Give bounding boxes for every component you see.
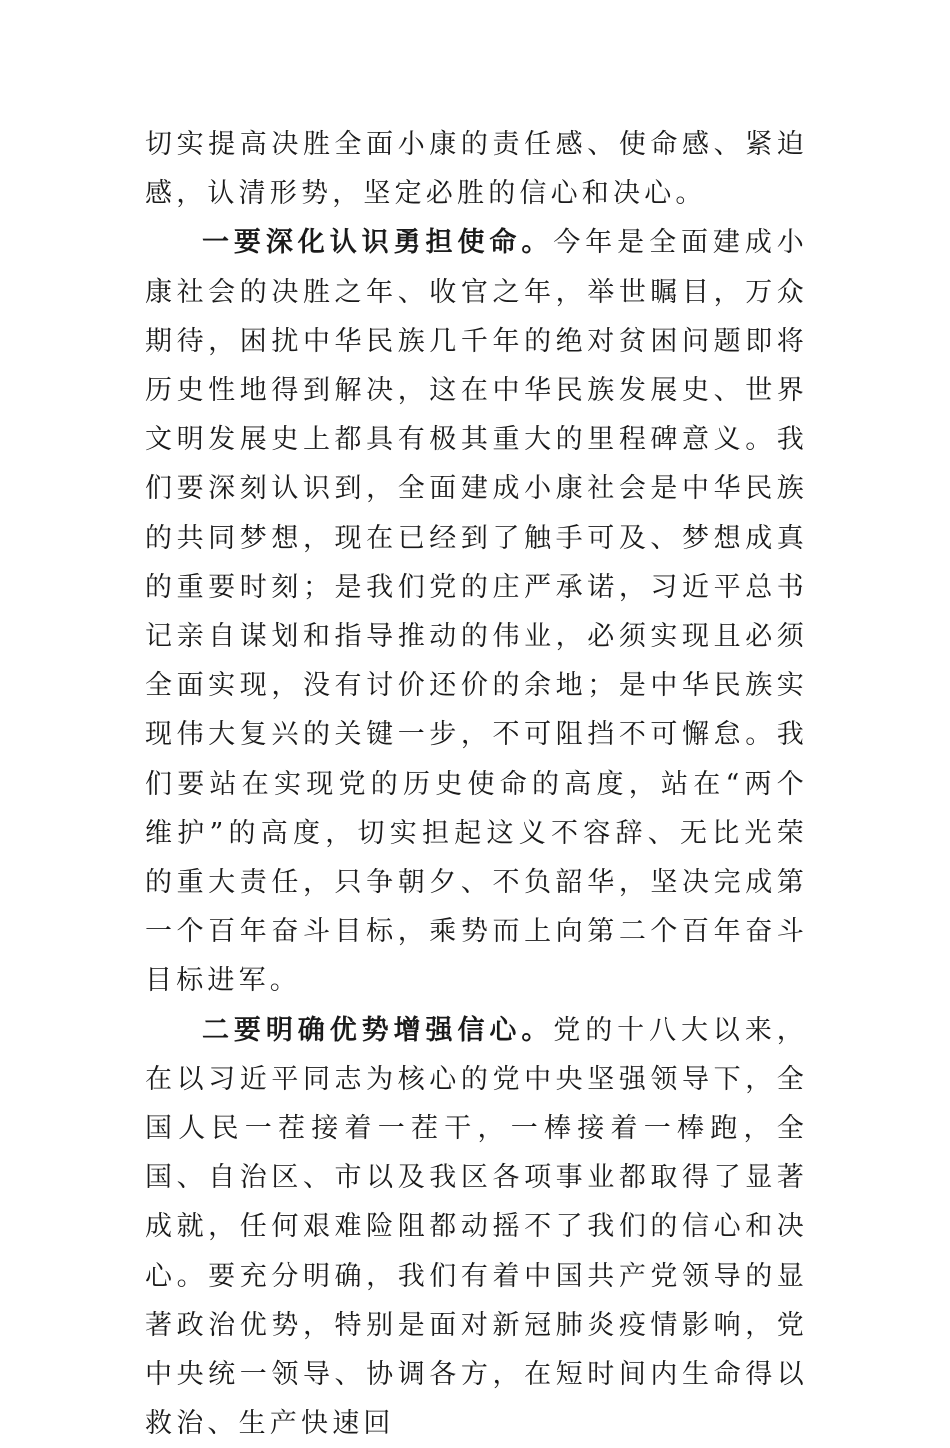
paragraph-text: 今年是全面建成小康社会的决胜之年、收官之年，举世瞩目，万众期待，困扰中华民族几千年的绝对贫困问题即将历史性地得到解决，这在中华民族发展史、世界文明发展史上都具有极其重大的里程碑意义。我们要深刻认识到，全面建成小康社会是中华民族的共同梦想，现在已经到了触手可及、梦想成真的重要时刻；是我们党的庄严承诺，习近平总书记亲自谋划和指导推动的伟业，必须实现且必须全面实现，没有讨价还价的余地；是中华民族实现伟大复兴的关键一步，不可阻挡不可懈怠。我们要站在实现党的历史使命的高度，站在“两个维护”的高度，切实担起这义不容辞、无比光荣的重大责任，只争朝夕、不负韶华，坚决完成第一个百年奋斗目标，乘势而上向第二个百年奋斗目标进军。 xyxy=(145,227,808,997)
document-body xyxy=(145,120,808,1448)
paragraph-lead-heading: 二要明确优势增强信心。 xyxy=(202,1014,554,1046)
paragraph-deepen-understanding xyxy=(145,218,808,1005)
paragraph-text: 切实提高决胜全面小康的责任感、使命感、紧迫感，认清形势，坚定必胜的信心和决心。 xyxy=(145,129,808,210)
paragraph-lead-heading: 一要深化认识勇担使命。 xyxy=(202,227,554,259)
paragraph-clarify-advantages xyxy=(145,1006,808,1448)
paragraph-text: 党的十八大以来，在以习近平同志为核心的党中央坚强领导下，全国人民一茬接着一茬干，一棒接着一棒跑，全国、自治区、市以及我区各项事业都取得了显著成就，任何艰难险阻都动摇不了我们的信心和决心。要充分明确，我们有着中国共产党领导的显著政治优势，特别是面对新冠肺炎疫情影响，党中央统一领导、协调各方，在短时间内生命得以救治、生产快速回 xyxy=(145,1014,808,1440)
paragraph-continuation xyxy=(145,120,808,218)
